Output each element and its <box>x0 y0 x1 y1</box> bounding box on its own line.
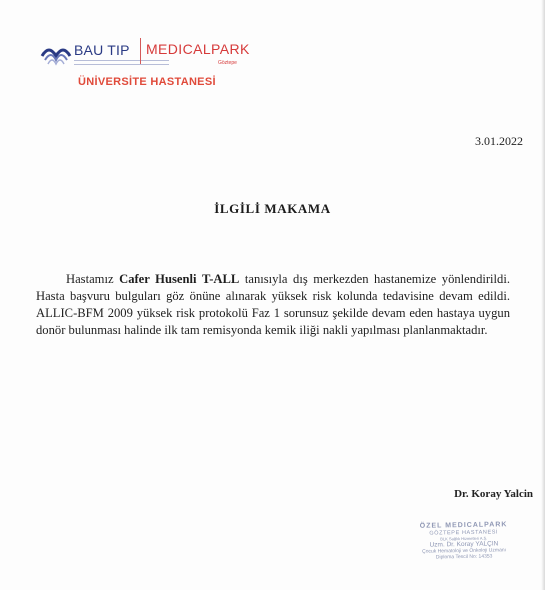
logo-separator <box>140 38 141 64</box>
stamp-line-diploma: Diploma Tescil No: 14353 <box>435 553 493 561</box>
diagnosis: T-ALL <box>201 272 240 286</box>
university-hospital-title: ÜNİVERSİTE HASTANESİ <box>78 76 216 88</box>
medicalpark-name: MEDICALPARK <box>146 41 250 57</box>
medicalpark-branch: Göztepe <box>218 60 237 66</box>
page-edge-shadow <box>541 0 545 590</box>
stamp-line-specialty: Çocuk Hematoloji ve Onkoloji Uzmanı <box>422 547 507 555</box>
bau-tip-name: BAU TIP <box>74 42 130 58</box>
letterhead <box>40 36 270 96</box>
stamp-line-company: BLK Sağlık Hizmetleri A.Ş. <box>440 535 488 542</box>
body-text: tanısıyla dış merkezden hastanemize yönlendirildi. Hasta başvuru bulguları göz önüne alınarak yüksek risk kolunda tedavisine devam edildi. ALLIC-BFM 2009 yüksek risk protokolü Faz 1 sorunsuz şekilde devam eden hastaya uygun donör bulunması halinde ilk tam remisyonda kemik iliği nakli yapılması planlanmaktadır. <box>36 272 510 337</box>
body-intro: Hastamız <box>66 272 120 286</box>
stamp-line-doctor: Uzm. Dr. Koray YALÇIN <box>429 540 499 549</box>
patient-name: Cafer Husenli <box>119 272 197 286</box>
document-heading: İLGİLİ MAKAMA <box>214 201 331 216</box>
document-date: 3.01.2022 <box>475 134 523 148</box>
stamp-line-hospital: ÖZEL MEDICALPARK <box>419 521 508 530</box>
document-body <box>36 271 510 339</box>
signature-name: Dr. Koray Yalcin <box>454 488 533 500</box>
hospital-stamp <box>404 521 525 575</box>
bau-wave-emblem-icon <box>40 36 72 68</box>
bau-subtitle-rule <box>74 60 169 65</box>
stamp-line-branch: GÖZTEPE HASTANESİ <box>429 529 499 537</box>
